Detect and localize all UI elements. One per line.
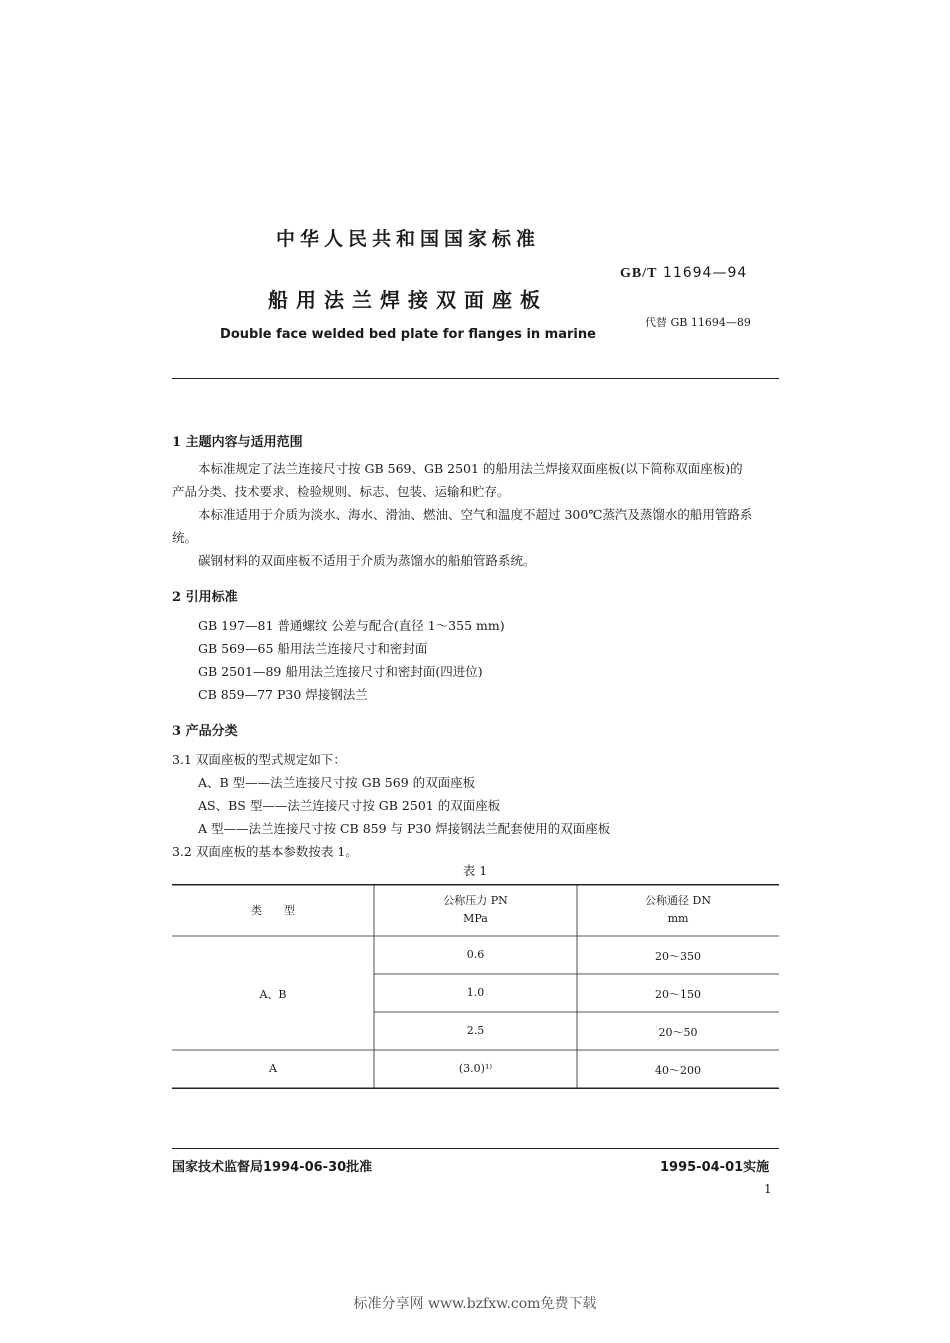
section-3-heading: 3 产品分类 xyxy=(172,724,238,739)
table-cell-dn: 40～200 xyxy=(655,1064,701,1077)
table-cell-pn: 1.0 xyxy=(466,986,485,999)
type-definition: AS、BS 型——法兰连接尺寸按 GB 2501 的双面座板 xyxy=(198,798,501,813)
table-header-dn: 公称通径 DN xyxy=(645,894,711,907)
table-cell-pn: 0.6 xyxy=(466,948,485,961)
table-header-pn: 公称压力 PN xyxy=(443,894,508,907)
watermark-text: 标准分享网 www.bzfxw.com免费下载 xyxy=(353,1296,597,1312)
document-title-cn: 船用法兰焊接双面座板 xyxy=(268,288,548,312)
table-cell-type: A xyxy=(269,1062,277,1075)
table-header-dn-unit: mm xyxy=(667,912,689,925)
page-number: 1 xyxy=(764,1182,772,1196)
table-cell-dn: 20～150 xyxy=(655,988,701,1001)
clause-3-1: 3.1 双面座板的型式规定如下： xyxy=(172,752,346,767)
section-1-paragraph-2-line-1: 本标准适用于介质为淡水、海水、滑油、燃油、空气和温度不超过 300℃蒸汽及蒸馏水的船用管路系 xyxy=(198,507,753,522)
parameter-table xyxy=(172,884,779,1089)
type-definition: A、B 型——法兰连接尺寸按 GB 569 的双面座板 xyxy=(198,775,476,790)
standard-prefix: GB/T xyxy=(620,266,658,281)
section-1-paragraph-2-line-2: 统。 xyxy=(172,530,198,545)
approval-statement: 国家技术监督局1994-06-30批准 xyxy=(172,1160,373,1175)
table-cell-dn: 20～350 xyxy=(655,950,701,963)
section-1-paragraph-1-line-1: 本标准规定了法兰连接尺寸按 GB 569、GB 2501 的船用法兰焊接双面座板(以下简称双面座板)的 xyxy=(198,461,743,476)
table-cell-type: A、B xyxy=(259,988,287,1001)
header-divider xyxy=(172,378,779,379)
national-standard-title: 中华人民共和国国家标准 xyxy=(275,228,540,250)
table-cell-dn: 20～50 xyxy=(658,1026,698,1039)
table-cell-pn: 2.5 xyxy=(466,1024,485,1037)
replaces-standard: 代替 GB 11694—89 xyxy=(645,316,751,329)
reference-standard: GB 197—81 普通螺纹 公差与配合(直径 1～355 mm) xyxy=(198,618,505,633)
section-1-paragraph-1-line-2: 产品分类、技术要求、检验规则、标志、包装、运输和贮存。 xyxy=(172,484,510,499)
standard-number xyxy=(620,265,747,282)
implementation-date: 1995-04-01实施 xyxy=(660,1160,770,1175)
table-caption: 表 1 xyxy=(462,863,488,878)
document-title-en: Double face welded bed plate for flanges in marine xyxy=(220,327,596,342)
section-2-heading: 2 引用标准 xyxy=(172,590,238,605)
section-1-paragraph-3: 碳钢材料的双面座板不适用于介质为蒸馏水的船舶管路系统。 xyxy=(198,553,536,568)
section-1-heading: 1 主题内容与适用范围 xyxy=(172,435,303,450)
standard-code: 11694—94 xyxy=(662,265,748,281)
table-cell-pn: (3.0)¹⁾ xyxy=(458,1062,493,1075)
reference-standard: GB 569—65 船用法兰连接尺寸和密封面 xyxy=(198,641,428,656)
reference-standard: GB 2501—89 船用法兰连接尺寸和密封面(四进位) xyxy=(198,664,483,679)
type-definition: A 型——法兰连接尺寸按 CB 859 与 P30 焊接钢法兰配套使用的双面座板 xyxy=(198,821,611,836)
clause-3-2: 3.2 双面座板的基本参数按表 1。 xyxy=(172,844,358,859)
table-header-pn-unit: MPa xyxy=(463,912,488,925)
table-header-type: 类 型 xyxy=(251,904,295,917)
footer-divider xyxy=(172,1148,779,1149)
reference-standard: CB 859—77 P30 焊接钢法兰 xyxy=(198,687,368,702)
